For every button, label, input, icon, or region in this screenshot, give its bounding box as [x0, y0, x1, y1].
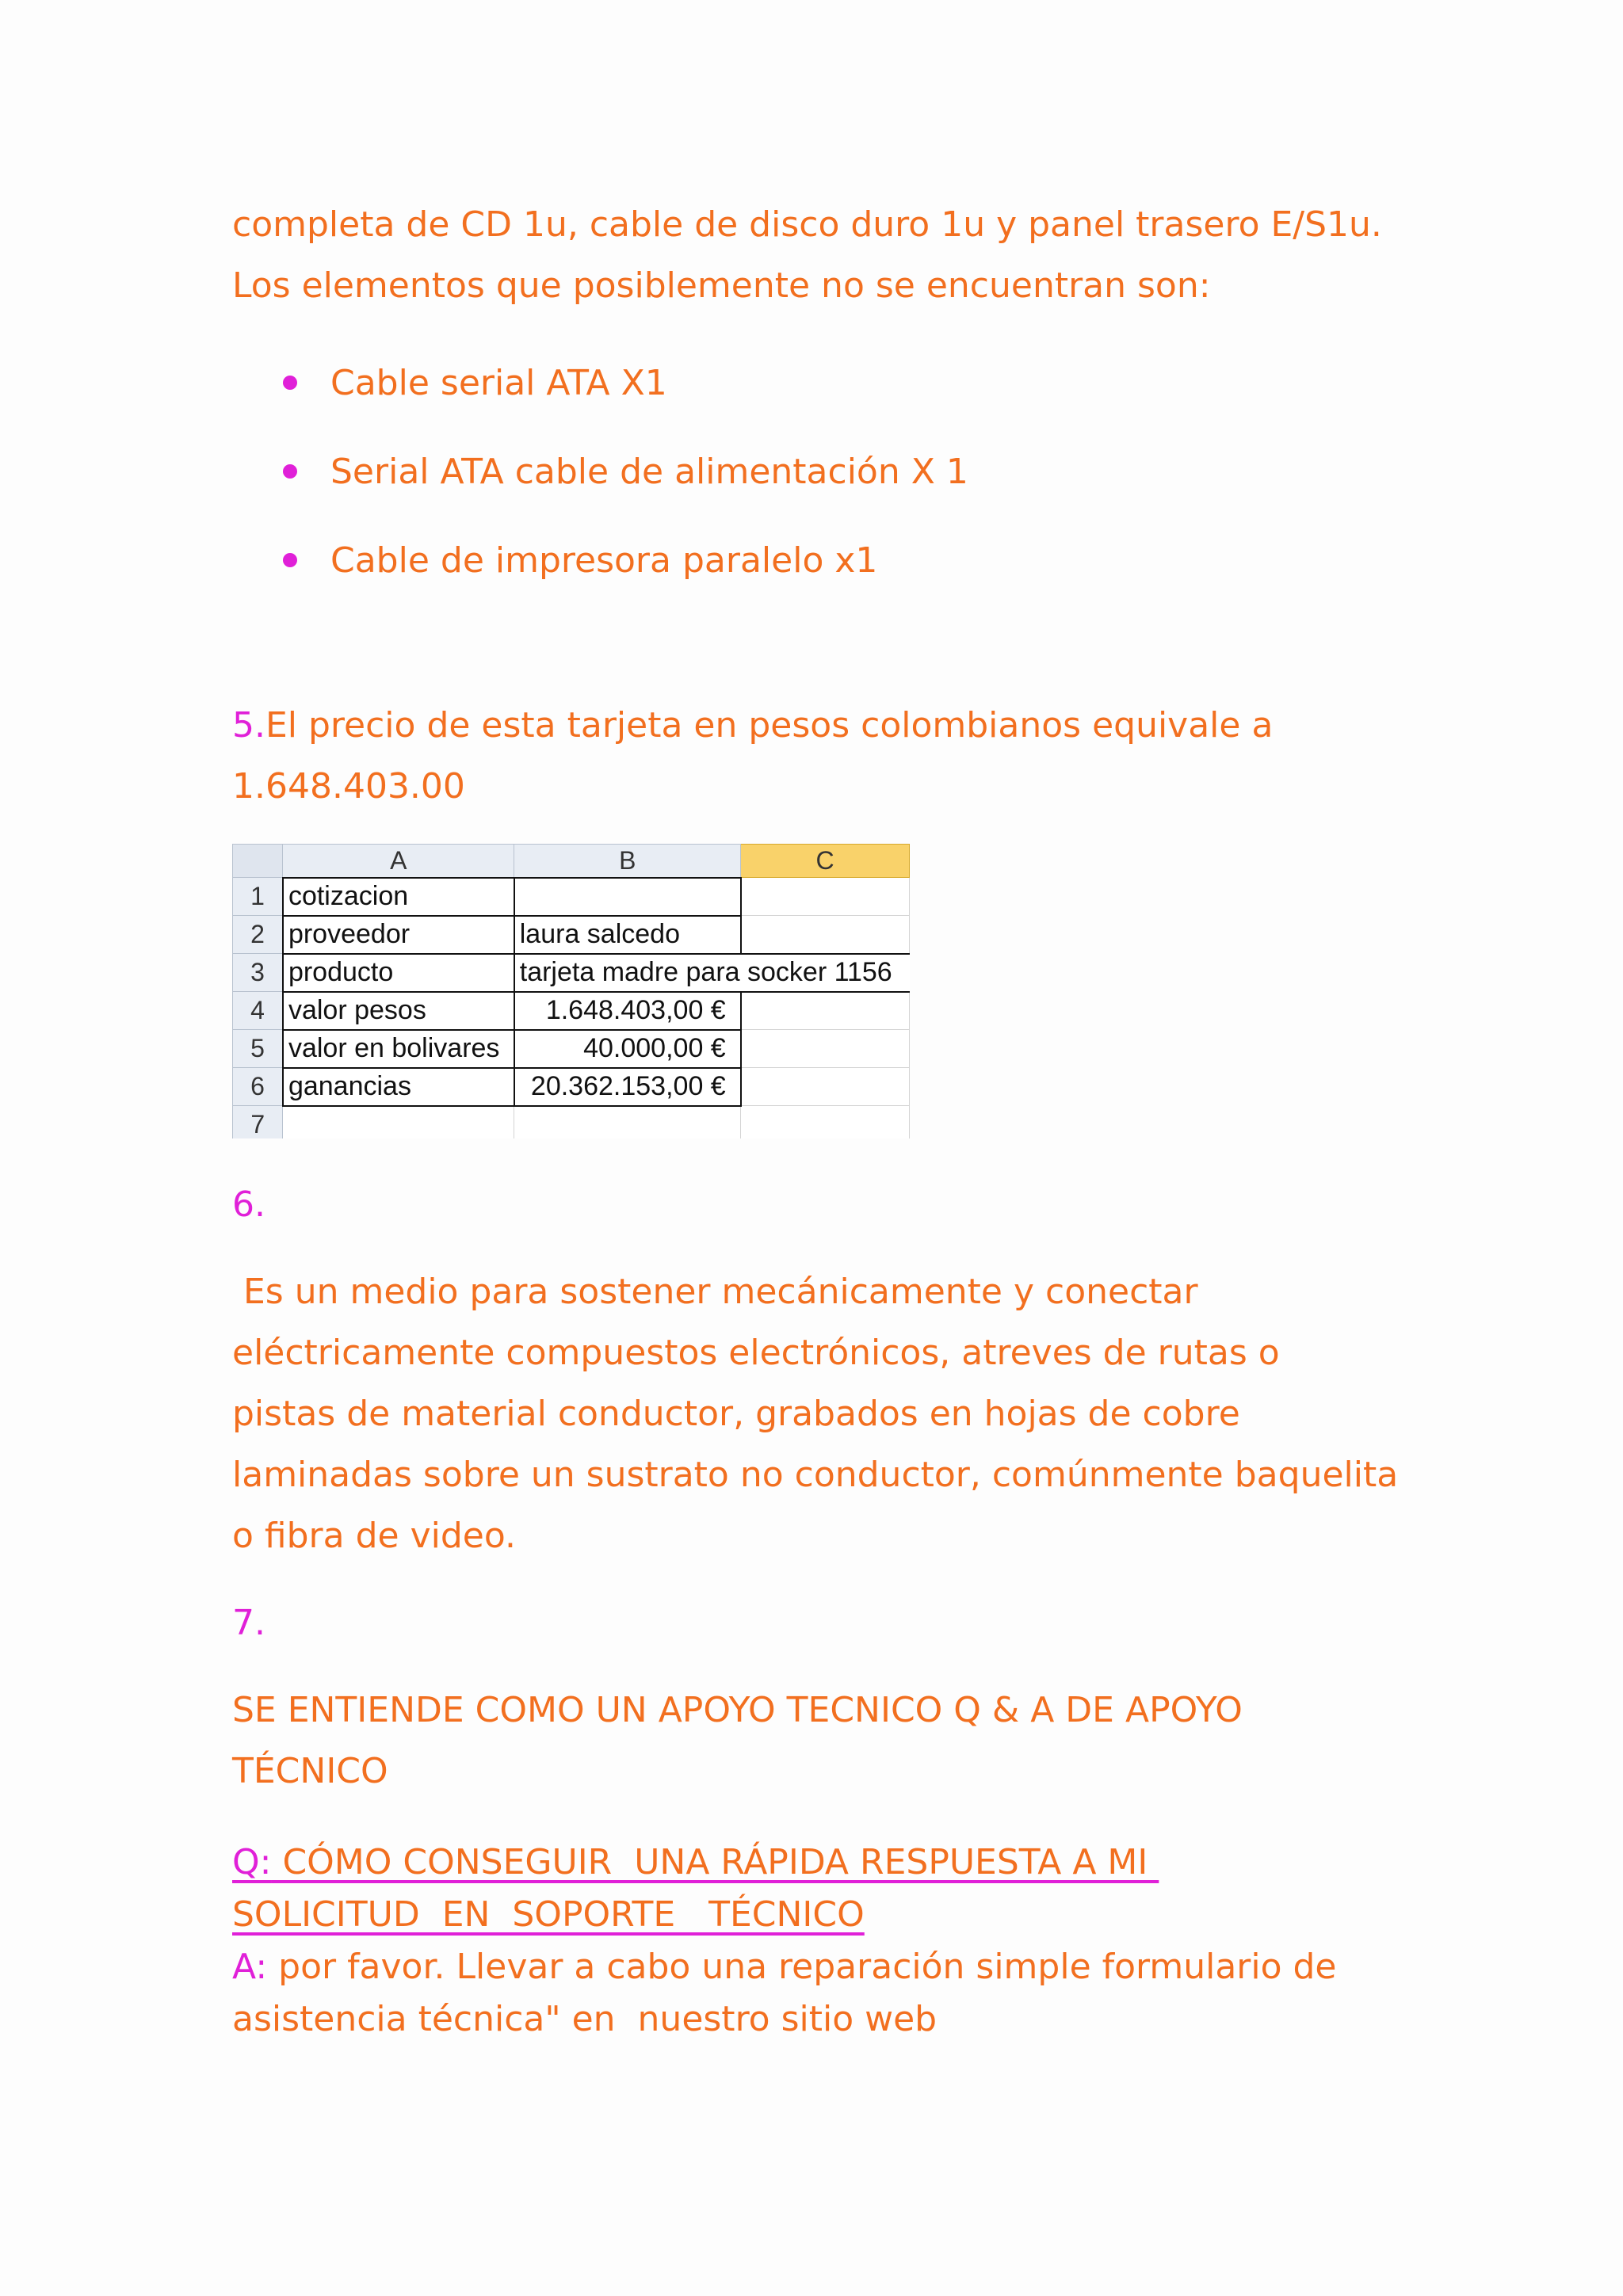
spreadsheet-grid: [232, 844, 910, 1138]
section-6-line-2: eléctricamente compuestos electrónicos, atreves de rutas o: [232, 1333, 1280, 1373]
intro-line-2: Los elementos que posiblemente no se encuentran son:: [232, 265, 1211, 306]
bullet-icon: [283, 464, 297, 479]
column-header-a: A: [283, 845, 514, 878]
table-row: [233, 916, 910, 954]
section-6-line-5: o fibra de video.: [232, 1516, 516, 1556]
column-header-row: [233, 845, 910, 878]
row-number: 3: [233, 954, 283, 992]
row-number: 7: [233, 1106, 283, 1139]
list-item: Serial ATA cable de alimentación X 1: [281, 428, 968, 517]
answer-line-2: asistencia técnica" en nuestro sitio web: [232, 1999, 938, 2039]
spreadsheet-screenshot: [232, 844, 910, 1138]
cell-b7: [514, 1106, 741, 1139]
cell-b3: tarjeta madre para socker 1156: [514, 954, 910, 992]
section-7-line-1: SE ENTIENDE COMO UN APOYO TECNICO Q & A DE APOYO: [232, 1690, 1243, 1730]
table-row: [233, 1106, 910, 1139]
cell-c7: [741, 1106, 910, 1139]
cell-c2: [741, 916, 910, 954]
cell-b4: 1.648.403,00 €: [514, 992, 741, 1030]
section-6-line-1: Es un medio para sostener mecánicamente y conectar: [232, 1272, 1198, 1312]
row-number: 6: [233, 1068, 283, 1106]
section-7-line-2: TÉCNICO: [232, 1751, 388, 1791]
column-header-b: B: [514, 845, 741, 878]
question-prefix: Q:: [232, 1842, 272, 1882]
table-row: [233, 954, 910, 992]
cell-a3: producto: [283, 954, 514, 992]
cell-c1: [741, 878, 910, 916]
cell-b5: 40.000,00 €: [514, 1030, 741, 1068]
cell-b2: laura salcedo: [514, 916, 741, 954]
bullet-icon: [283, 376, 297, 390]
section-6-line-4: laminadas sobre un sustrato no conductor, comúnmente baquelita: [232, 1455, 1399, 1495]
answer-line-1: A: por favor. Llevar a cabo una reparación simple formulario de: [232, 1947, 1337, 1987]
row-number: 1: [233, 878, 283, 916]
bullet-icon: [283, 553, 297, 567]
select-all-corner: [233, 845, 283, 878]
cell-b6: 20.362.153,00 €: [514, 1068, 741, 1106]
section-7-number: 7.: [232, 1603, 265, 1643]
column-header-c: C: [741, 845, 910, 878]
section-5-line-2: 1.648.403.00: [232, 766, 465, 807]
cell-c4: [741, 992, 910, 1030]
missing-items-list: [281, 339, 968, 605]
cell-a5: valor en bolivares: [283, 1030, 514, 1068]
table-row: [233, 1030, 910, 1068]
list-item: Cable serial ATA X1: [281, 339, 968, 428]
question-line-2: SOLICITUD EN SOPORTE TÉCNICO: [232, 1894, 865, 1935]
section-5-number: 5.: [232, 705, 265, 746]
row-number: 4: [233, 992, 283, 1030]
cell-a1: cotizacion: [283, 878, 514, 916]
row-number: 2: [233, 916, 283, 954]
cell-b1: [514, 878, 741, 916]
section-6-number: 6.: [232, 1184, 265, 1225]
section-6-line-3: pistas de material conductor, grabados en hojas de cobre: [232, 1394, 1240, 1434]
section-5-line-1: 5.El precio de esta tarjeta en pesos colombianos equivale a: [232, 705, 1274, 746]
answer-prefix: A:: [232, 1947, 268, 1987]
list-item: Cable de impresora paralelo x1: [281, 517, 968, 605]
cell-a6: ganancias: [283, 1068, 514, 1106]
cell-c5: [741, 1030, 910, 1068]
cell-a7: [283, 1106, 514, 1139]
table-row: [233, 1068, 910, 1106]
cell-c6: [741, 1068, 910, 1106]
cell-a4: valor pesos: [283, 992, 514, 1030]
cell-a2: proveedor: [283, 916, 514, 954]
table-row: [233, 878, 910, 916]
question-line-1: Q: CÓMO CONSEGUIR UNA RÁPIDA RESPUESTA A MI: [232, 1842, 1159, 1882]
intro-line-1: completa de CD 1u, cable de disco duro 1u y panel trasero E/S1u.: [232, 204, 1382, 245]
row-number: 5: [233, 1030, 283, 1068]
table-row: [233, 992, 910, 1030]
